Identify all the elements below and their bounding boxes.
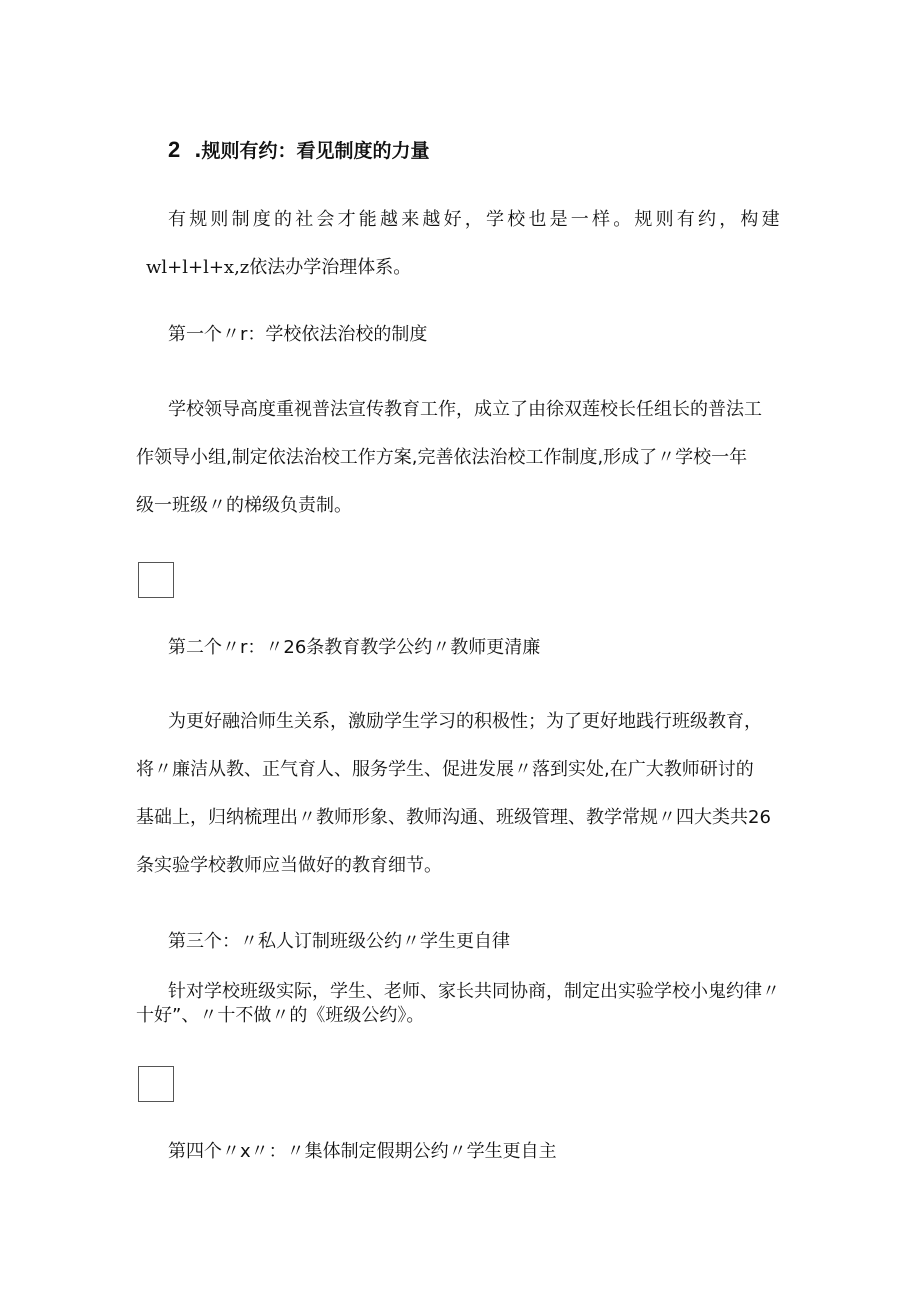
item-4-title: 第四个〃x〃：〃集体制定假期公约〃学生更自主 (168, 1141, 557, 1162)
item-1-line-3: 级一班级〃的梯级负责制。 (136, 495, 352, 516)
intro-line-1: 有规则制度的社会才能越来越好，学校也是一样。规则有约，构建 (168, 209, 783, 230)
section-heading (168, 138, 429, 163)
item-1-line-2: 作领导小组,制定依法治校工作方案,完善依法治校工作制度,形成了〃学校一年 (136, 447, 748, 468)
item-2-line-1: 为更好融洽师生关系，激励学生学习的积极性；为了更好地践行班级教育， (168, 711, 762, 732)
item-2-title: 第二个〃r：〃26条教育教学公约〃教师更清廉 (168, 637, 541, 658)
section-title: .规则有约：看见制度的力量 (194, 140, 430, 162)
section-number: 2 (168, 137, 181, 162)
item-3-title: 第三个：〃私人订制班级公约〃学生更自律 (168, 931, 510, 952)
item-2-line-2: 将〃廉洁从教、正气育人、服务学生、促进发展〃落到实处,在广大教师研讨的 (136, 759, 754, 780)
item-2-line-3: 基础上，归纳梳理出〃教师形象、教师沟通、班级管理、教学常规〃四大类共26 (136, 807, 771, 828)
intro-line-2: wl+l+l+x,z依法办学治理体系。 (146, 257, 412, 278)
image-placeholder-box (138, 562, 174, 598)
item-1-line-1: 学校领导高度重视普法宣传教育工作，成立了由徐双莲校长任组长的普法工 (168, 399, 762, 420)
image-placeholder-box (138, 1066, 174, 1102)
item-3-line-2: 十好”、〃十不做〃的《班级公约》。 (136, 1005, 425, 1026)
item-2-line-4: 条实验学校教师应当做好的教育细节。 (136, 855, 442, 876)
item-3-line-1: 针对学校班级实际，学生、老师、家长共同协商，制定出实验学校小鬼约律〃 (168, 981, 780, 1002)
item-1-title: 第一个〃r：学校依法治校的制度 (168, 324, 428, 345)
